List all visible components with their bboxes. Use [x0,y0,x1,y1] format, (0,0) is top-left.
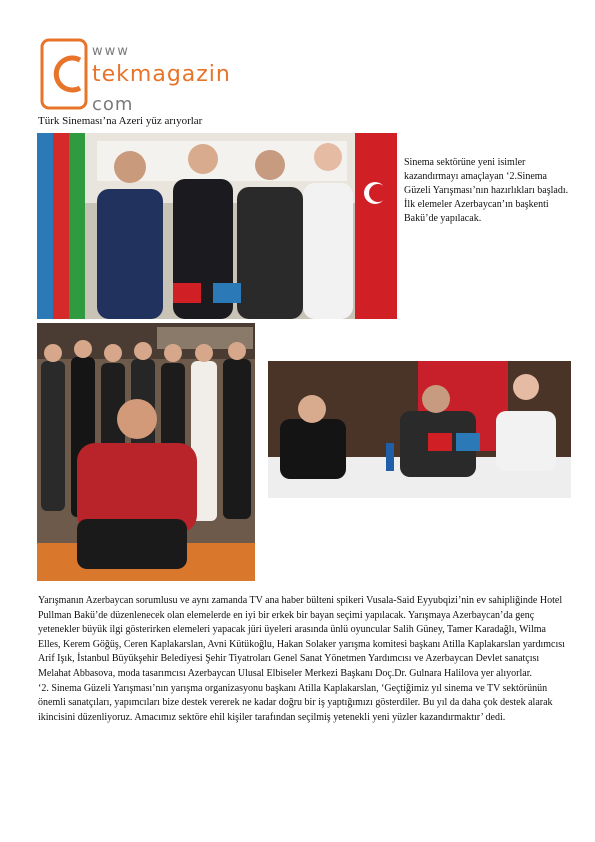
article-body [38,594,566,725]
article-paragraph-1: Yarışmanın Azerbaycan sorumlusu ve aynı zamanda TV ana haber bülteni spikeri Vusala-Said Eyyubqizi’nin ev sahipliğinde Hotel Pullman Bakü’de düzenlenecek olan elemelerde en iyi bir erkek bir bayan seçimi yapılacak. Yarışmaya Azerbaycan’da genç yetenekler büyük ilgi gösterirken elemeleri yapacak jüri üyeleri arasında ünlü oyuncular Salih Güney, Tamer Karadağlı, Wilma Elles, Kerem Göğüş, Ceren Kaplakarslan, Avni Kütükoğlu, Hakan Solaker yarışma komitesi başkanı Atilla Kaplakarslan yardımcısı Arif Işık, İstanbul Büyükşehir Belediyesi Şehir Tiyatroları Genel Sanat Yönetmen Yardımcısı ve Azerbaycan Devlet sanatçısı Melahat Abbasova, moda tasarımcısı Azerbaycan Ulusal Elbiseler Merkezi Başkanı Doç.Dr. Gulnara Halilova yer alıyorlar. [38,595,565,679]
site-logo[interactable] [40,36,230,114]
article-paragraph-2: ‘2. Sinema Güzeli Yarışması’nın yarışma organizasyonu başkanı Atilla Kaplakarslan, ‘Geçtiğimiz yıl sinema ve TV sektörünün önemli sanatçıları, yapımcıları bize destek vererek ne kadar doğru bir iş yaptığımızı gösterdiler. Bu yıl da daha çok destek alarak ikincisini düzenliyoruz. Amacımız sektöre ehil kişiler tarafından seçilmiş yetenekli yeni yüzler kazandırmaktır’ dedi. [38,682,553,723]
logo-www-text: www [92,44,130,59]
logo-mark-icon [40,36,90,114]
logo-com-text: com [92,94,134,115]
article-headline: Türk Sineması’na Azeri yüz arıyorlar [38,115,203,127]
press-event-photo [37,133,397,319]
contestants-photo [37,323,255,581]
logo-brand-text: tekmagazin [92,62,231,87]
article-lead: Sinema sektörüne yeni isimler kazandırmayı amaçlayan ‘2.Sinema Güzeli Yarışması’nın hazırlıkları başladı. İlk elemeler Azerbaycan’ın başkenti Bakü’de yapılacak. [404,157,569,224]
press-conference-photo [268,361,571,498]
